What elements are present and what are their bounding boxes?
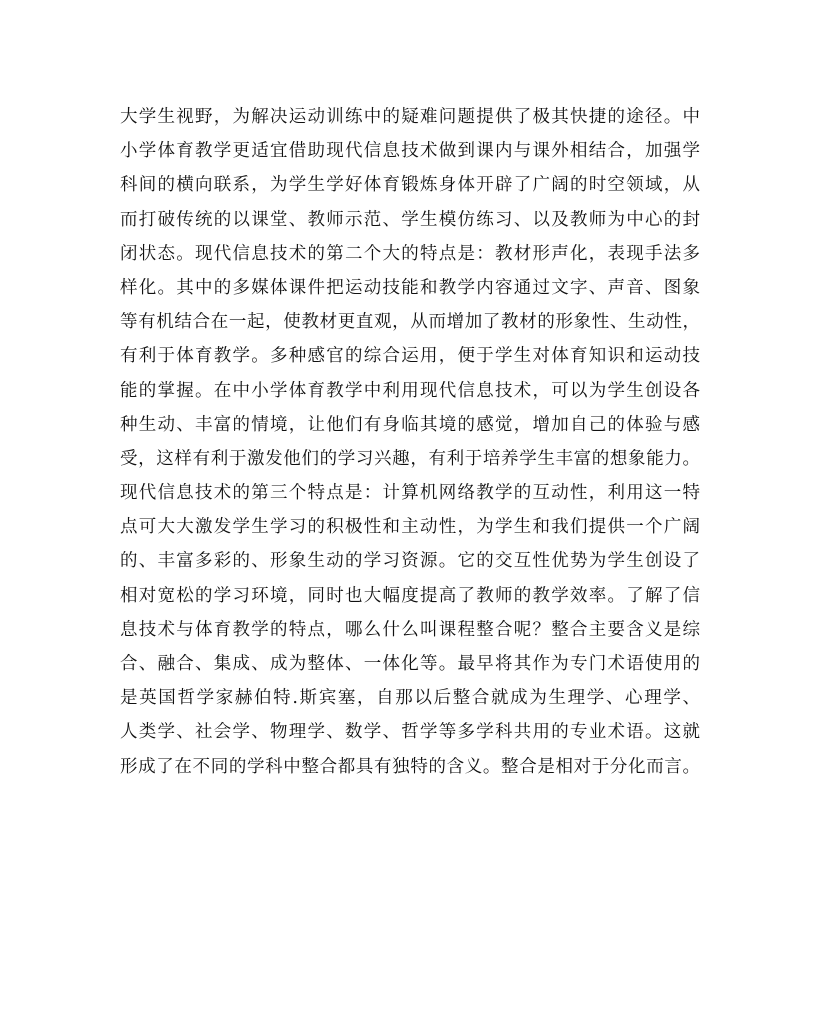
text-line: 点可大大激发学生学习的积极性和主动性，为学生和我们提供一个广阔 [120,517,700,538]
text-line: 科间的横向联系，为学生学好体育锻炼身体开辟了广阔的时空领域，从 [120,175,700,196]
text-line: 等有机结合在一起，使教材更直观，从而增加了教材的形象性、生动性， [120,312,700,333]
text-line: 形成了在不同的学科中整合都具有独特的含义。整合是相对于分化而言。 [120,756,700,777]
text-line: 受，这样有利于激发他们的学习兴趣，有利于培养学生丰富的想象能力。 [120,448,700,469]
text-line: 息技术与体育教学的特点，哪么什么叫课程整合呢？整合主要含义是综 [120,619,700,640]
text-line: 的、丰富多彩的、形象生动的学习资源。它的交互性优势为学生创设了 [120,551,700,572]
body-text [120,100,700,784]
text-line: 闭状态。现代信息技术的第二个大的特点是：教材形声化，表现手法多 [120,243,700,264]
text-line: 小学体育教学更适宜借助现代信息技术做到课内与课外相结合，加强学 [120,141,700,162]
text-line: 能的掌握。在中小学体育教学中利用现代信息技术，可以为学生创设各 [120,380,700,401]
text-line: 有利于体育教学。多种感官的综合运用，便于学生对体育知识和运动技 [120,346,700,367]
text-line: 相对宽松的学习环境，同时也大幅度提高了教师的教学效率。了解了信 [120,585,700,606]
text-line: 是英国哲学家赫伯特.斯宾塞，自那以后整合就成为生理学、心理学、 [120,688,700,709]
text-line: 种生动、丰富的情境，让他们有身临其境的感觉，增加自己的体验与感 [120,414,700,435]
text-line: 大学生视野，为解决运动训练中的疑难问题提供了极其快捷的途径。中 [120,107,700,127]
text-line: 而打破传统的以课堂、教师示范、学生模仿练习、以及教师为中心的封 [120,209,700,230]
text-line: 样化。其中的多媒体课件把运动技能和教学内容通过文字、声音、图象 [120,277,700,298]
text-line: 人类学、社会学、物理学、数学、哲学等多学科共用的专业术语。这就 [120,722,700,743]
text-line: 现代信息技术的第三个特点是：计算机网络教学的互动性，利用这一特 [120,483,700,504]
text-line: 合、融合、集成、成为整体、一体化等。最早将其作为专门术语使用的 [120,654,700,674]
